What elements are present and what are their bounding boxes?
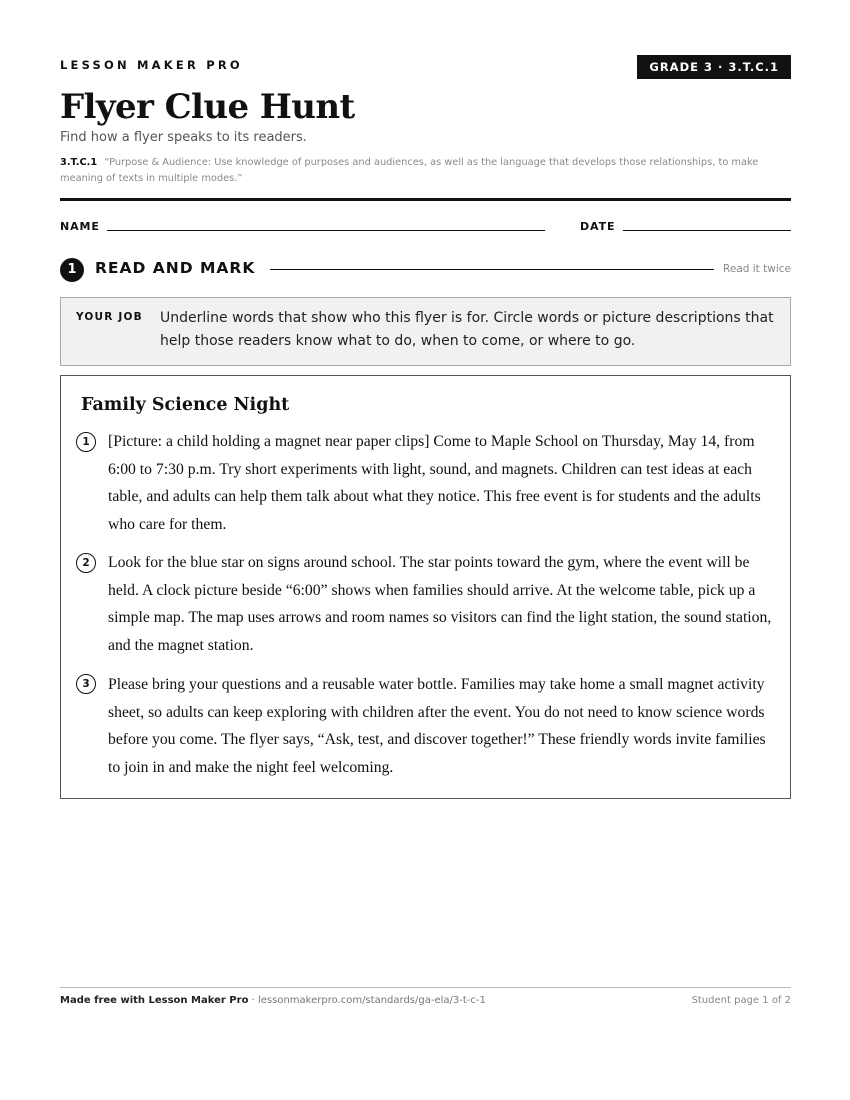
flyer-paragraph-1: [Picture: a child holding a magnet near paper clips] Come to Maple School on Thursday, May 14, from 6:00 to 7:30 p.m. Try short experiments with light, sound, and magnets. Children can test ideas at each table, and adults can help them talk about what they notice. This free event is for students and the adults who care for them. (108, 433, 761, 533)
job-label: YOUR JOB (76, 311, 143, 323)
section-number-badge: 1 (60, 258, 84, 282)
flyer-title: Family Science Night (81, 395, 290, 415)
worksheet-page (60, 0, 791, 1100)
grade-badge: GRADE 3 · 3.T.C.1 (637, 55, 791, 79)
page-title: Flyer Clue Hunt (60, 87, 355, 127)
standard-text: “Purpose & Audience: Use knowledge of purposes and audiences, as well as the language that develops those relationships, to make meaning of texts in multiple modes.” (60, 157, 759, 184)
paragraph-number-3: 3 (76, 674, 96, 694)
footer-credit (60, 995, 486, 1006)
section-divider (270, 269, 714, 270)
job-text: Underline words that show who this flyer is for. Circle words or picture descriptions that help those readers know what to do, when to come, or where to go. (160, 310, 774, 349)
date-label: DATE (580, 220, 616, 233)
flyer-passage-box (60, 375, 791, 799)
page-subtitle: Find how a flyer speaks to its readers. (60, 130, 307, 145)
standard-description (60, 155, 791, 187)
name-field[interactable] (107, 230, 545, 231)
footer-page-number: Student page 1 of 2 (691, 995, 791, 1006)
flyer-paragraph-2: Look for the blue star on signs around school. The star points toward the gym, where the event will be held. A clock picture beside “6:00” shows when families should arrive. At the welcome table, pick up a simple map. The map uses arrows and room names so visitors can find the light station, the sound station, and the magnet station. (108, 554, 772, 654)
footer-made-with: Made free with Lesson Maker Pro (60, 995, 249, 1006)
section-title: READ AND MARK (95, 259, 256, 277)
footer-url[interactable]: · lessonmakerpro.com/standards/ga-ela/3-t-c-1 (248, 995, 486, 1006)
paragraph-number-1: 1 (76, 432, 96, 452)
paragraph-number-2: 2 (76, 553, 96, 573)
standard-code: 3.T.C.1 (60, 157, 98, 168)
name-label: NAME (60, 220, 100, 233)
brand-name: LESSON MAKER PRO (60, 58, 243, 72)
header-divider (60, 198, 791, 201)
flyer-paragraph-3: Please bring your questions and a reusable water bottle. Families may take home a small magnet activity sheet, so adults can keep exploring with children after the event. You do not need to know science words before you come. The flyer says, “Ask, test, and discover together!” These friendly words invite families to join in and make the night feel welcoming. (108, 676, 766, 776)
date-field[interactable] (623, 230, 791, 231)
footer-divider (60, 987, 791, 988)
job-instructions-box (60, 297, 791, 366)
section-note: Read it twice (723, 263, 791, 275)
